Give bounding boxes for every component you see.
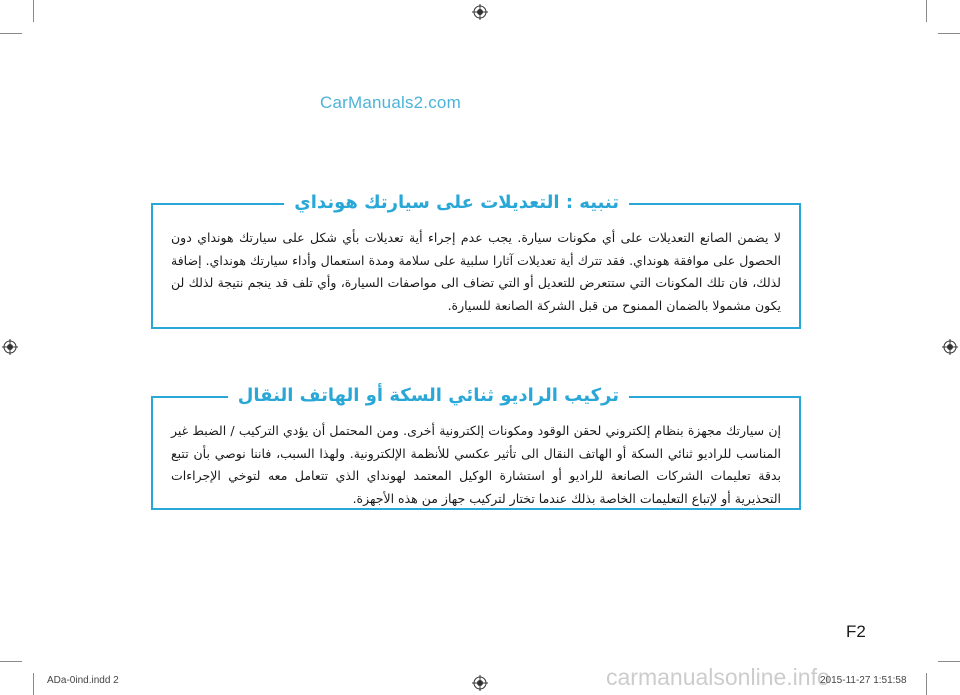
crop-mark <box>938 33 960 34</box>
crop-mark <box>0 33 22 34</box>
notice-box <box>151 192 801 329</box>
installation-box <box>151 385 801 510</box>
installation-title: تركيب الراديو ثنائي السكة أو الهاتف النقال <box>228 385 629 406</box>
registration-mark-icon <box>942 339 958 355</box>
notice-body: لا يضمن الصانع التعديلات على أي مكونات سيارة. يجب عدم إجراء أية تعديلات بأي شكل على سيارتك هونداي دون الحصول على موافقة هونداي. فقد تترك أية تعديلات آثارا سلبية على سلامة ومدة استعمال وأداء سيارتك هونداي. إضافة لذلك، فان تلك المكونات التي ستتعرض للتعديل أو التي تضاف الى مواصفات السيارة، وأي تلف قد ينجم نتيجة لذلك لن يكون مشمولا بالضمان الممنوح من قبل الشركة الصانعة للسيارة. <box>171 230 781 313</box>
registration-mark-icon <box>472 4 488 20</box>
notice-title: تنبيه : التعديلات على سيارتك هونداي <box>284 192 629 213</box>
page-number: F2 <box>846 622 866 641</box>
crop-mark <box>926 673 927 695</box>
installation-body: إن سيارتك مجهزة بنظام إلكتروني لحقن الوقود ومكونات إلكترونية أخرى. ومن المحتمل أن يؤدي التركيب / الضبط غير المناسب للراديو ثنائي السكة أو الهاتف النقال الى تأثير عكسي للأنظمة الإلكترونية. ولهذا السبب، فاننا نوصي بأن تتبع بدقة تعليمات الشركات الصانعة للراديو أو استشارة الوكيل المعتمد لهونداي الذي تتعامل معه لتوخي الإجراءات التحذيرية أو لإتباع التعليمات الخاصة بذلك عندما تختار لتركيب جهاز من هذه الأجهزة. <box>171 423 781 506</box>
watermark-bottom: carmanualsonline.info <box>606 664 830 690</box>
footer-file-name: ADa-0ind.indd 2 <box>47 675 119 686</box>
crop-mark <box>0 661 22 662</box>
watermark-top: CarManuals2.com <box>320 93 461 112</box>
registration-mark-icon <box>2 339 18 355</box>
registration-mark-icon <box>472 675 488 691</box>
crop-mark <box>926 0 927 22</box>
crop-mark <box>938 661 960 662</box>
crop-mark <box>33 673 34 695</box>
crop-mark <box>33 0 34 22</box>
footer-date: 2015-11-27 1:51:58 <box>820 675 907 686</box>
